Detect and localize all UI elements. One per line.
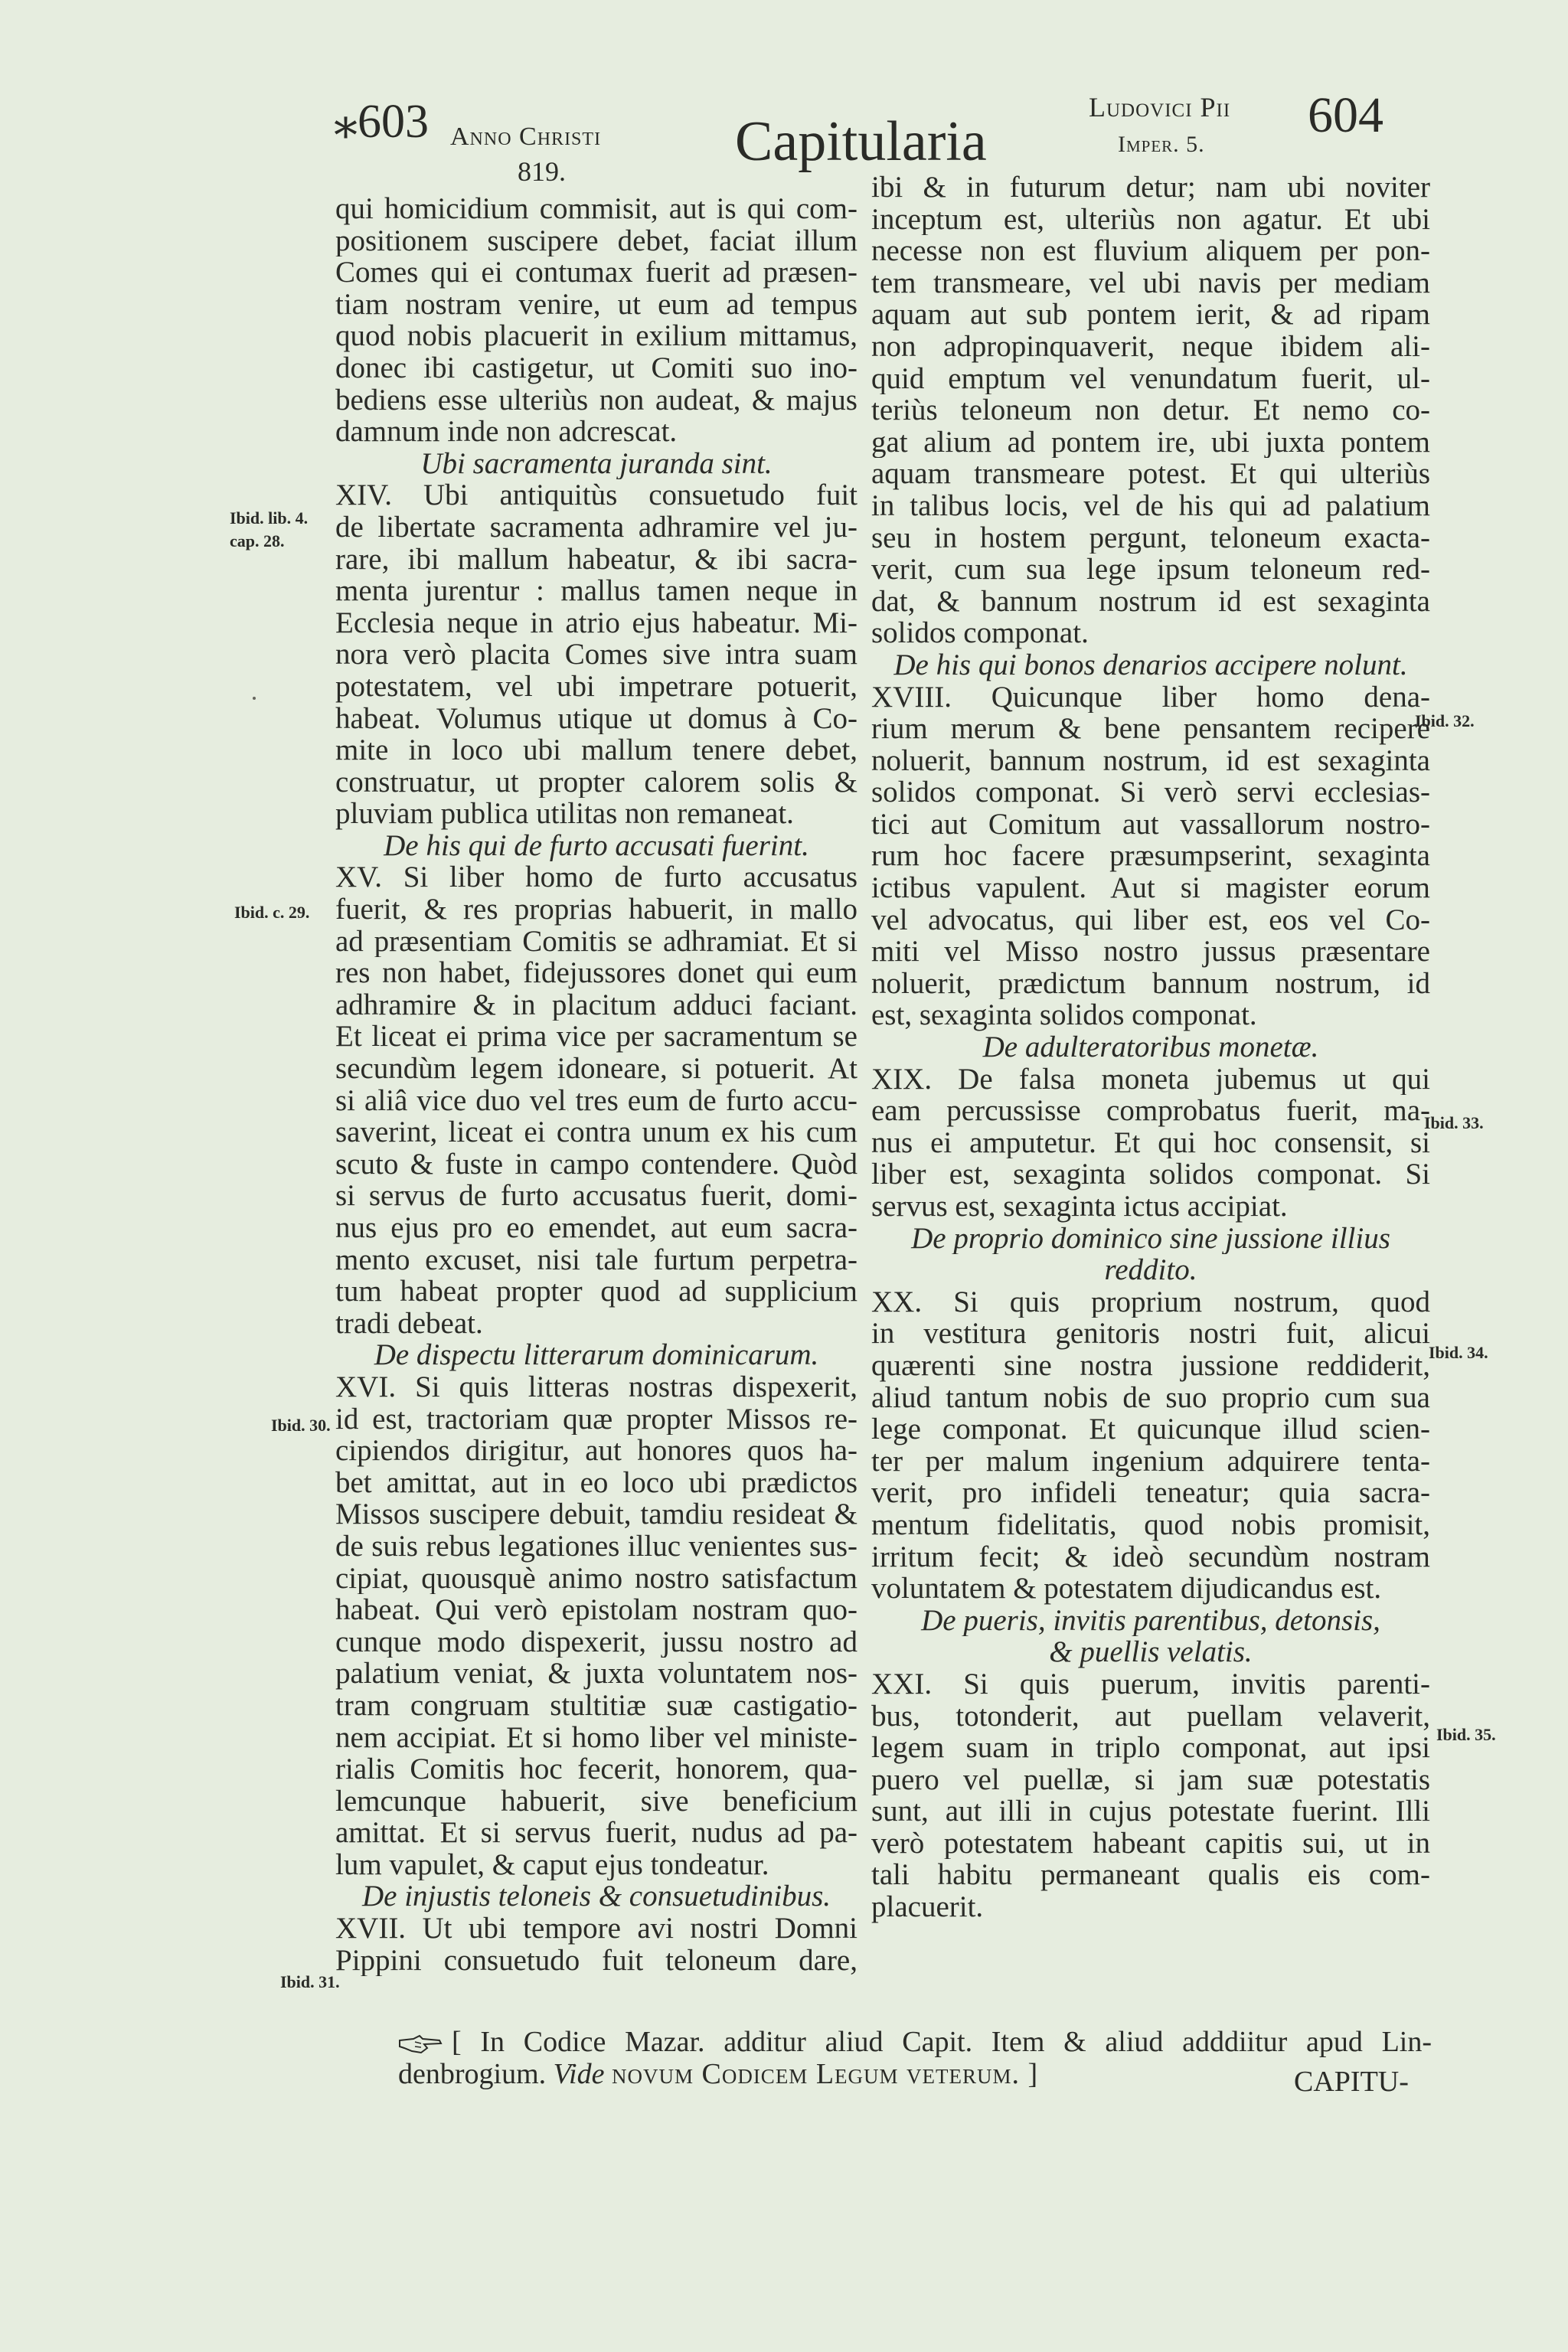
text-line: mentum fidelitatis, quod nobis promisit, [871,1508,1430,1541]
text-line: si servus de furto accusatus fuerit, domi- [335,1180,858,1212]
text-line: in talibus locis, vel de his qui ad palatium [871,489,1430,522]
margin-note: Ibid. c. 29. [234,903,310,922]
text-line: ad præsentiam Comitis se adhramiat. Et si [335,925,858,958]
section-heading: reddito. [1104,1254,1197,1286]
text-line: puero vel puellæ, si jam suæ potestatis [871,1763,1430,1796]
section-heading: De his qui de furto accusati fuerint. [384,829,809,862]
catchword: CAPITU- [1294,2066,1409,2098]
text-line: damnum inde non adcrescat. [335,416,678,448]
text-line: de libertate sacramenta adhramire vel ju- [335,511,858,544]
page-title: Capitularia [735,110,987,173]
text-line: non adpropinquaverit, neque ibidem ali- [871,330,1430,363]
header-ludovici: Ludovici Pii [1089,92,1231,122]
text-line: tum habeat propter quod ad supplicium [335,1276,858,1308]
text-line: tem transmeare, vel ubi navis per mediam [871,266,1430,299]
text-line: rialis Comitis hoc fecerit, honorem, qua- [335,1753,858,1785]
text-line: aquam aut sub pontem ierit, & ad ripam [871,299,1430,331]
text-line: ter per malum ingenium adquirere tenta- [871,1445,1430,1478]
text-line: rum hoc facere præsumpserint, sexaginta [871,840,1430,873]
text-line: aliud tantum nobis de suo proprio cum sua [871,1381,1430,1414]
text-line: rium merum & bene pensantem recipere [871,713,1430,745]
section-heading: De dispectu litterarum dominicarum. [374,1339,819,1371]
text-line: fuerit, & res proprias habuerit, in mallo [335,893,858,926]
text-line: potestatem, vel ubi impetrare potuerit, [335,670,858,703]
text-line: Et liceat ei prima vice per sacramentum se [335,1021,858,1054]
text-line: solidos componat. Si verò servi ecclesias- [871,776,1430,808]
text-line: verit, pro infideli teneatur; quia sacra- [871,1477,1430,1509]
text-line: tici aut Comitum aut vassallorum nostro- [871,808,1430,841]
margin-dot [253,697,256,700]
text-line: Pippini consuetudo fuit teloneum dare, [335,1944,858,1977]
text-line: Comes qui ei contumax fuerit ad præsen- [335,256,858,289]
text-line: quod nobis placuerit in exilium mittamus, [335,320,858,352]
text-line: gat alium ad pontem ire, ubi juxta pontem [871,426,1430,459]
text-line: XVIII. Quicunque liber homo dena- [871,681,1430,714]
text-line: solidos componat. [871,617,1089,649]
text-line: XXI. Si quis puerum, invitis parenti- [871,1668,1430,1700]
text-line: sunt, aut illi in cujus potestate fuerint. Illi [871,1795,1430,1828]
text-line: nem accipiat. Et si homo liber vel ministe- [335,1721,858,1754]
text-line: scuto & fuste in campo contendere. Quòd [335,1148,858,1181]
text-line: ictibus vapulent. Aut si magister eorum [871,872,1430,904]
right-text-column [871,172,1430,1923]
margin-note: cap. 28. [230,531,285,550]
text-line: rare, ibi mallum habeatur, & ibi sacra- [335,543,858,576]
text-line: lege componat. Et quicunque illud scien- [871,1413,1430,1446]
text-line: seu in hostem pergunt, teloneum exacta- [871,521,1430,554]
text-line: noluerit, prædictum bannum nostrum, id [871,967,1430,1000]
text-line: nora verò placita Comes sive intra suam [335,639,858,671]
margin-note: Ibid. 34. [1429,1343,1488,1362]
text-line: habeat. Volumus utique ut domus à Co- [335,702,858,735]
text-line: secundùm legem idoneare, si potuerit. At [335,1053,858,1085]
text-line: ibi & in futurum detur; nam ubi noviter [871,172,1430,204]
text-line: miti vel Misso nostro jussus præsentare [871,936,1430,968]
text-line: tram congruam stultitiæ suæ castigatio- [335,1689,858,1722]
text-line: necesse non est fluvium aliquem per pon- [871,235,1430,267]
text-line: pluviam publica utilitas non remaneat. [335,798,794,830]
text-line: inceptum est, ulteriùs non agatur. Et ubi [871,203,1430,236]
text-line: amittat. Et si servus fuerit, nudus ad pa- [335,1817,858,1849]
text-line: servus est, sexaginta ictus accipiat. [871,1191,1288,1223]
margin-note: Ibid. 31. [280,1972,340,1991]
text-line: XIX. De falsa moneta jubemus ut qui [871,1063,1430,1096]
margin-note: Ibid. 33. [1424,1113,1484,1132]
footnote-vide: Vide [553,2058,605,2090]
text-line: XIV. Ubi antiquitùs consuetudo fuit [335,479,858,511]
section-heading: Ubi sacramenta juranda sint. [420,447,773,480]
text-line: bediens esse ulteriùs non audeat, & majus [335,384,858,416]
text-line: bet amittat, aut in eo loco ubi prædictos [335,1466,858,1499]
text-line: positionem suscipere debet, faciat illum [335,224,858,257]
text-line: adhramire & in placitum adduci faciant. [335,988,858,1021]
text-line: menta jurentur : mallus tamen neque in [335,575,858,607]
section-heading: De pueris, invitis parentibus, detonsis, [921,1604,1380,1637]
text-line: id est, tractoriam quæ propter Missos re- [335,1403,858,1436]
text-line: liber est, sexaginta solidos componat. Si [871,1158,1430,1191]
footnote-text: [ In Codice Mazar. additur aliud Capit. Item & aliud adddiitur apud Lin- [452,2026,1432,2058]
text-line: teriùs teloneum non detur. Et nemo co- [871,394,1430,426]
page-number-left: ⁎603 [334,96,429,148]
text-line: lum vapulet, & caput ejus tondeatur. [335,1848,769,1881]
text-line: voluntatem & potestatem dijudicandus est. [871,1573,1382,1605]
section-heading: De his qui bonos denarios accipere nolunt. [893,648,1408,681]
header-anno: Anno Christi [450,122,602,151]
text-line: nus ejus pro eo emendet, aut eum sacra- [335,1212,858,1244]
text-line: construatur, ut propter calorem solis & [335,766,858,799]
text-line: quid emptum vel venundatum fuerit, ul- [871,362,1430,395]
footnote [398,2026,1432,2090]
header-imper: Imper. 5. [1118,132,1205,157]
text-line: verò potestatem habeant capitis sui, ut in [871,1827,1430,1860]
text-line: XX. Si quis proprium nostrum, quod [871,1285,1430,1318]
text-line: aquam transmeare potest. Et qui ulteriùs [871,458,1430,490]
text-line: de suis rebus legationes illuc venientes sus- [335,1530,858,1563]
header-year: 819. [518,156,566,187]
text-line: tiam nostram venire, ut eum ad tempus [335,288,858,321]
text-line: si aliâ vice duo vel tres eum de furto accu- [335,1084,858,1117]
margin-note: Ibid. 32. [1415,711,1475,730]
text-line: cunque modo dispexerit, jussu nostro ad [335,1625,858,1658]
text-line: tali habitu permaneant qualis eis com- [871,1859,1430,1892]
pointing-hand-icon [398,2034,443,2054]
margin-note: Ibid. lib. 4. [230,508,309,528]
text-line: nus ei amputetur. Et qui hoc consensit, si [871,1126,1430,1159]
text-line: vel advocatus, qui liber est, eos vel Co- [871,903,1430,936]
section-heading: De proprio dominico sine jussione illius [911,1222,1390,1255]
section-heading: & puellis velatis. [1049,1636,1253,1668]
text-line: qui homicidium commisit, aut is qui com- [335,193,858,225]
text-line: eam percussisse comprobatus fuerit, ma- [871,1095,1430,1127]
text-line: habeat. Qui verò epistolam nostram quo- [335,1594,858,1626]
text-line: XVI. Si quis litteras nostras dispexerit, [335,1370,858,1403]
page-number-right: 604 [1308,87,1383,143]
text-line: dat, & bannum nostrum id est sexaginta [871,585,1430,618]
footnote-text: denbrogium. [398,2058,547,2090]
text-line: res non habet, fidejussores donet qui eum [335,957,858,989]
text-line: XV. Si liber homo de furto accusatus [335,861,858,894]
footnote-line [398,2058,1432,2090]
text-line: cipiat, quousquè animo nostro satisfactum [335,1562,858,1595]
text-line: cipiendos dirigitur, aut honores quos ha- [335,1435,858,1467]
margin-note: Ibid. 30. [271,1416,331,1435]
section-heading: De adulteratoribus monetæ. [982,1031,1319,1063]
text-line: bus, totonderit, aut puellam velaverit, [871,1700,1430,1733]
text-line: verit, cum sua lege ipsum teloneum red- [871,554,1430,586]
margin-note: Ibid. 35. [1436,1725,1496,1744]
footnote-line [398,2026,1432,2058]
text-line: placuerit. [871,1891,984,1923]
text-line: in vestitura genitoris nostri fuit, alicui [871,1318,1430,1350]
text-line: saverint, liceat ei contra unum ex his cum [335,1116,858,1148]
text-line: tradi debeat. [335,1307,483,1340]
text-line: donec ibi castigetur, ut Comiti suo ino- [335,351,858,384]
text-line: legem suam in triplo componat, aut ipsi [871,1732,1430,1764]
text-line: noluerit, bannum nostrum, id est sexaginta [871,744,1430,777]
text-line: est, sexaginta solidos componat. [871,999,1257,1032]
asterisk-icon: ⁎ [334,96,358,148]
text-line: irritum fecit; & ideò secundùm nostram [871,1540,1430,1573]
text-line: mento excuset, nisi tale furtum perpetra- [335,1243,858,1276]
text-line: Ecclesia neque in atrio ejus habeatur. Mi- [335,606,858,639]
left-text-column [335,193,858,1976]
text-line: palatium veniat, & juxta voluntatem nos- [335,1658,858,1690]
text-line: lemcunque habuerit, sive beneficium [335,1785,858,1818]
footnote-citation: novum Codicem Legum veterum. ] [611,2058,1039,2090]
text-line: XVII. Ut ubi tempore avi nostri Domni [335,1913,858,1945]
section-heading: De injustis teloneis & consuetudinibus. [361,1880,831,1913]
text-line: quærenti sine nostra jussione reddiderit, [871,1349,1430,1382]
text-line: mite in loco ubi mallum tenere debet, [335,734,858,766]
text-line: Missos suscipere debuit, tamdiu resideat & [335,1498,858,1530]
